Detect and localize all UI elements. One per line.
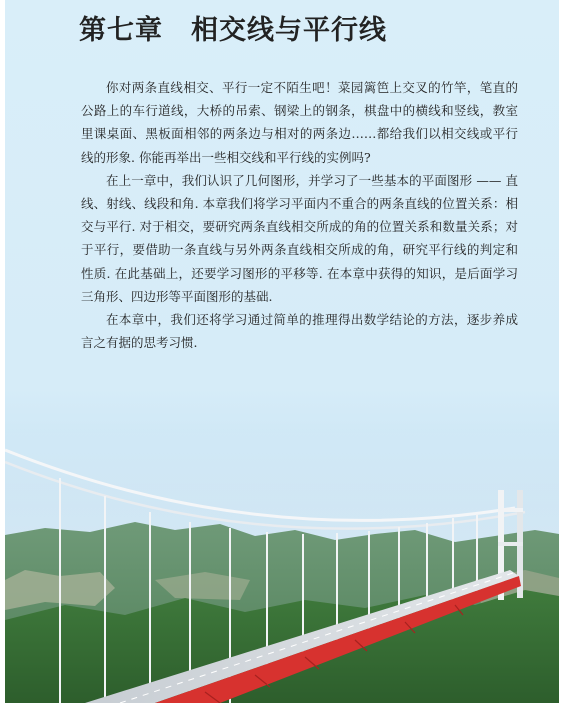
intro-text	[81, 76, 518, 354]
textbook-page	[5, 0, 559, 703]
intro-paragraph-1: 你对两条直线相交、平行一定不陌生吧！菜园篱笆上交叉的竹竿，笔直的公路上的车行道线，大桥的吊索、钢梁上的钢条，棋盘中的横线和竖线，教室里课桌面、黑板面相邻的两条边与相对的两条边……都给我们以相交线或平行线的形象. 你能再举出一些相交线和平行线的实例吗?	[81, 80, 518, 165]
suspension-bridge-photo	[5, 430, 559, 703]
intro-paragraph-2: 在上一章中，我们认识了几何图形，并学习了一些基本的平面图形 —— 直线、射线、线段和角. 本章我们将学习平面内不重合的两条直线的位置关系：相交与平行. 对于相交，要研究两条直线相交所成的角的位置关系和数量关系；对于平行，要借助一条直线与另外两条直线相交所成的角，研究平行线的判定和性质. 在此基础上，还要学习图形的平移等. 在本章中获得的知识，是后面学习三角形、四边形等平面图形的基础.	[81, 172, 518, 304]
intro-paragraph-3: 在本章中，我们还将学习通过简单的推理得出数学结论的方法，逐步养成言之有据的思考习惯.	[81, 312, 518, 351]
chapter-title: 第七章 相交线与平行线	[79, 15, 387, 46]
